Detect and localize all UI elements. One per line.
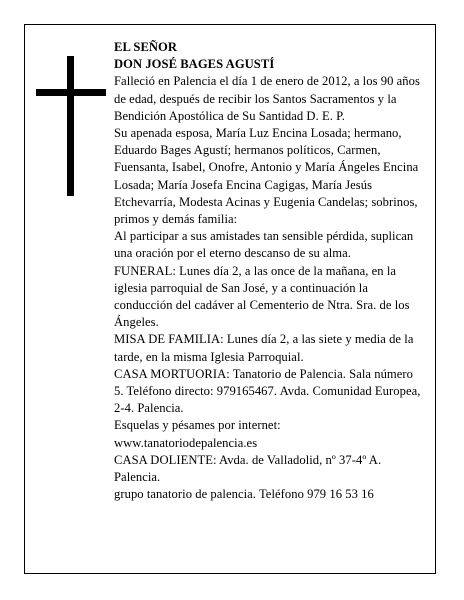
cross-horizontal-bar xyxy=(36,89,106,96)
funeral-paragraph: FUNERAL: Lunes día 2, a las once de la mañana, en la iglesia parroquial de San José, y a continuación la conducción del cadáver al Cementerio de Ntra. Sra. de los Ángeles. xyxy=(114,263,410,330)
funeral-home-paragraph: CASA MORTUORIA: Tanatorio de Palencia. Sala número 5. Teléfono directo: 979165467. Avda. Comunidad Europea, 2-4. Palencia. xyxy=(114,366,421,416)
prayer-request-paragraph: Al participar a sus amistades tan sensible pérdida, suplican una oración por el eterno descanso de su alma. xyxy=(114,229,414,261)
deceased-name: DON JOSÉ BAGES AGUSTÍ xyxy=(114,57,275,72)
death-notice-paragraph: Falleció en Palencia el día 1 de enero de 2012, a los 90 años de edad, después de recibir los Santos Sacramentos y la Bendición Apostólica de Su Santidad D. E. P. xyxy=(114,74,420,123)
funeral-group-paragraph: grupo tanatorio de palencia. Teléfono 979 16 53 16 xyxy=(114,487,374,502)
heading-title: EL SEÑOR xyxy=(114,40,178,54)
online-condolences-paragraph: Esquelas y pésames por internet: www.tanatoriodepalencia.es xyxy=(114,418,281,450)
cross-vertical-bar xyxy=(67,56,74,196)
family-paragraph: Su apenada esposa, María Luz Encina Losada; hermano, Eduardo Bages Agustí; hermanos políticos, Carmen, Fuensanta, Isabel, Onofre, Antonio y María Ángeles Encina Losada; María Josefa Encina Cagigas, María Jesús Etchevarría, Modesta Acinas y Eugenia Candelas; sobrinos, primos y demás familia: xyxy=(114,126,419,227)
obituary-text xyxy=(114,39,424,503)
family-mass-paragraph: MISA DE FAMILIA: Lunes día 2, a las siete y media de la tarde, en la misma Iglesia Parroquial. xyxy=(114,332,414,364)
mourning-house-paragraph: CASA DOLIENTE: Avda. de Valladolid, nº 37-4º A. Palencia. xyxy=(114,452,382,485)
cross-icon xyxy=(36,56,106,196)
